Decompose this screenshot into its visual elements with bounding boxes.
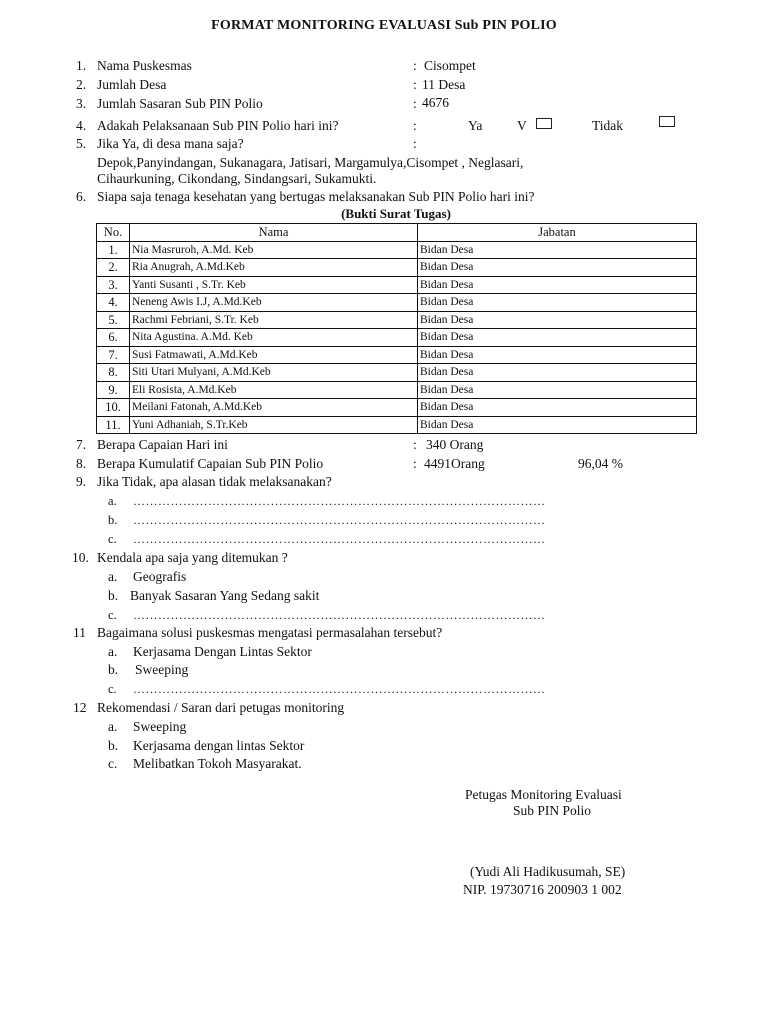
q9-label: Jika Tidak, apa alasan tidak melaksanakan?	[97, 474, 332, 489]
row-nama: Eli Rosista, A.Md.Keb	[130, 381, 418, 399]
q1-label: Nama Puskesmas	[97, 58, 192, 73]
q11-c-text: ………………………………………………………………………………………	[133, 682, 546, 696]
q12-c-letter: c.	[108, 756, 118, 771]
row-jabatan: Bidan Desa	[418, 276, 697, 294]
q1-separator: :	[413, 58, 417, 73]
tidak-checkbox[interactable]	[659, 114, 675, 132]
q12-a-text: Sweeping	[133, 719, 187, 734]
q4-label: Adakah Pelaksanaan Sub PIN Polio hari ini?	[97, 118, 339, 133]
q11-b-text: Sweeping	[135, 662, 189, 677]
q4-tidak-label: Tidak	[592, 118, 624, 133]
q1-number: 1.	[76, 58, 87, 73]
q11-a-letter: a.	[108, 644, 118, 659]
q12-b-letter: b.	[108, 738, 119, 753]
q7-number: 7.	[76, 437, 87, 452]
staff-table	[96, 223, 697, 434]
row-no: 5.	[97, 311, 130, 329]
row-jabatan: Bidan Desa	[418, 381, 697, 399]
table-row	[97, 364, 697, 382]
q12-b-text: Kerjasama dengan lintas Sektor	[133, 738, 305, 753]
signature-role-line2: Sub PIN Polio	[513, 803, 592, 818]
signature-role-line1: Petugas Monitoring Evaluasi	[465, 787, 622, 802]
header-nama: Nama	[130, 224, 418, 242]
q9-a-text: ………………………………………………………………………………………	[133, 494, 546, 508]
q4-check-mark: V	[517, 118, 527, 133]
row-nama: Nita Agustina. A.Md. Keb	[130, 329, 418, 347]
q10-b-text: Banyak Sasaran Yang Sedang sakit	[130, 588, 320, 603]
q12-a-letter: a.	[108, 719, 118, 734]
q8-percent: 96,04 %	[578, 456, 623, 471]
row-nama: Rachmi Febriani, S.Tr. Keb	[130, 311, 418, 329]
row-nama: Susi Fatmawati, A.Md.Keb	[130, 346, 418, 364]
q3-label: Jumlah Sasaran Sub PIN Polio	[97, 96, 263, 111]
q1-value: Cisompet	[424, 58, 476, 73]
row-nama: Yanti Susanti , S.Tr. Keb	[130, 276, 418, 294]
q4-number: 4.	[76, 118, 87, 133]
table-row	[97, 241, 697, 259]
row-no: 1.	[97, 241, 130, 259]
signature-name: (Yudi Ali Hadikusumah, SE)	[470, 864, 626, 879]
ya-checkbox[interactable]	[536, 116, 552, 134]
q12-c-text: Melibatkan Tokoh Masyarakat.	[133, 756, 302, 771]
q4-separator: :	[413, 118, 417, 133]
q3-separator: :	[413, 96, 417, 111]
q10-a-text: Geografis	[133, 569, 187, 584]
row-no: 4.	[97, 294, 130, 312]
row-jabatan: Bidan Desa	[418, 346, 697, 364]
q8-separator: :	[413, 456, 417, 471]
q7-value: 340 Orang	[426, 437, 484, 452]
row-jabatan: Bidan Desa	[418, 364, 697, 382]
q5-villages-line2: Cihaurkuning, Cikondang, Sindangsari, Sukamukti.	[97, 171, 377, 186]
row-jabatan: Bidan Desa	[418, 294, 697, 312]
table-row	[97, 381, 697, 399]
q4-ya-label: Ya	[468, 118, 483, 133]
row-nama: Ria Anugrah, A.Md.Keb	[130, 259, 418, 277]
q7-label: Berapa Capaian Hari ini	[97, 437, 228, 452]
row-nama: Meilani Fatonah, A.Md.Keb	[130, 399, 418, 417]
q11-number: 11	[73, 625, 86, 640]
q9-a-letter: a.	[108, 494, 117, 508]
row-no: 9.	[97, 381, 130, 399]
row-jabatan: Bidan Desa	[418, 416, 697, 434]
q11-label: Bagaimana solusi puskesmas mengatasi permasalahan tersebut?	[97, 625, 443, 640]
q8-value: 4491Orang	[424, 456, 485, 471]
row-no: 11.	[97, 416, 130, 434]
row-nama: Yuni Adhaniah, S.Tr.Keb	[130, 416, 418, 434]
table-row	[97, 294, 697, 312]
q9-c-letter: c.	[108, 532, 117, 546]
row-no: 10.	[97, 399, 130, 417]
header-jabatan: Jabatan	[418, 224, 697, 242]
q6-label: Siapa saja tenaga kesehatan yang bertugas melaksanakan Sub PIN Polio hari ini?	[97, 189, 535, 204]
row-jabatan: Bidan Desa	[418, 399, 697, 417]
q6-subtitle: (Bukti Surat Tugas)	[341, 206, 451, 221]
q3-number: 3.	[76, 96, 87, 111]
row-jabatan: Bidan Desa	[418, 329, 697, 347]
table-row	[97, 399, 697, 417]
row-no: 7.	[97, 346, 130, 364]
q9-number: 9.	[76, 474, 87, 489]
q5-villages-line1: Depok,Panyindangan, Sukanagara, Jatisari, Margamulya,Cisompet , Neglasari,	[97, 155, 524, 170]
row-no: 3.	[97, 276, 130, 294]
row-nama: Nia Masruroh, A.Md. Keb	[130, 241, 418, 259]
row-jabatan: Bidan Desa	[418, 259, 697, 277]
page-title: FORMAT MONITORING EVALUASI Sub PIN POLIO	[211, 18, 557, 33]
q2-separator: :	[413, 77, 417, 92]
q10-label: Kendala apa saja yang ditemukan ?	[97, 550, 288, 565]
q2-value: 11 Desa	[422, 77, 466, 92]
table-header-row	[97, 224, 697, 242]
table-row	[97, 276, 697, 294]
table-row	[97, 329, 697, 347]
q5-number: 5.	[76, 136, 87, 151]
table-row	[97, 416, 697, 434]
row-no: 2.	[97, 259, 130, 277]
q11-c-letter: c.	[108, 682, 117, 696]
row-jabatan: Bidan Desa	[418, 241, 697, 259]
table-row	[97, 259, 697, 277]
q7-separator: :	[413, 437, 417, 452]
q2-number: 2.	[76, 77, 87, 92]
q11-a-text: Kerjasama Dengan Lintas Sektor	[133, 644, 312, 659]
q2-label: Jumlah Desa	[97, 77, 167, 92]
q12-number: 12	[73, 700, 87, 715]
q9-b-letter: b.	[108, 513, 118, 527]
header-no: No.	[97, 224, 130, 242]
table-row	[97, 346, 697, 364]
q8-label: Berapa Kumulatif Capaian Sub PIN Polio	[97, 456, 324, 471]
row-jabatan: Bidan Desa	[418, 311, 697, 329]
q10-number: 10.	[72, 550, 89, 565]
q9-c-text: ………………………………………………………………………………………	[133, 532, 546, 546]
table-row	[97, 311, 697, 329]
row-no: 6.	[97, 329, 130, 347]
row-no: 8.	[97, 364, 130, 382]
q5-separator: :	[413, 136, 417, 151]
q10-c-text: ………………………………………………………………………………………	[133, 608, 546, 622]
q9-b-text: ………………………………………………………………………………………	[133, 513, 546, 527]
q12-label: Rekomendasi / Saran dari petugas monitoring	[97, 700, 345, 715]
row-nama: Siti Utari Mulyani, A.Md.Keb	[130, 364, 418, 382]
q3-value: 4676	[422, 95, 449, 110]
row-nama: Neneng Awis I.J, A.Md.Keb	[130, 294, 418, 312]
q11-b-letter: b.	[108, 662, 119, 677]
q10-a-letter: a.	[108, 569, 118, 584]
q8-number: 8.	[76, 456, 87, 471]
q10-b-letter: b.	[108, 588, 119, 603]
q5-label: Jika Ya, di desa mana saja?	[97, 136, 244, 151]
q6-number: 6.	[76, 189, 87, 204]
signature-nip: NIP. 19730716 200903 1 002	[463, 882, 622, 897]
q10-c-letter: c.	[108, 608, 117, 622]
